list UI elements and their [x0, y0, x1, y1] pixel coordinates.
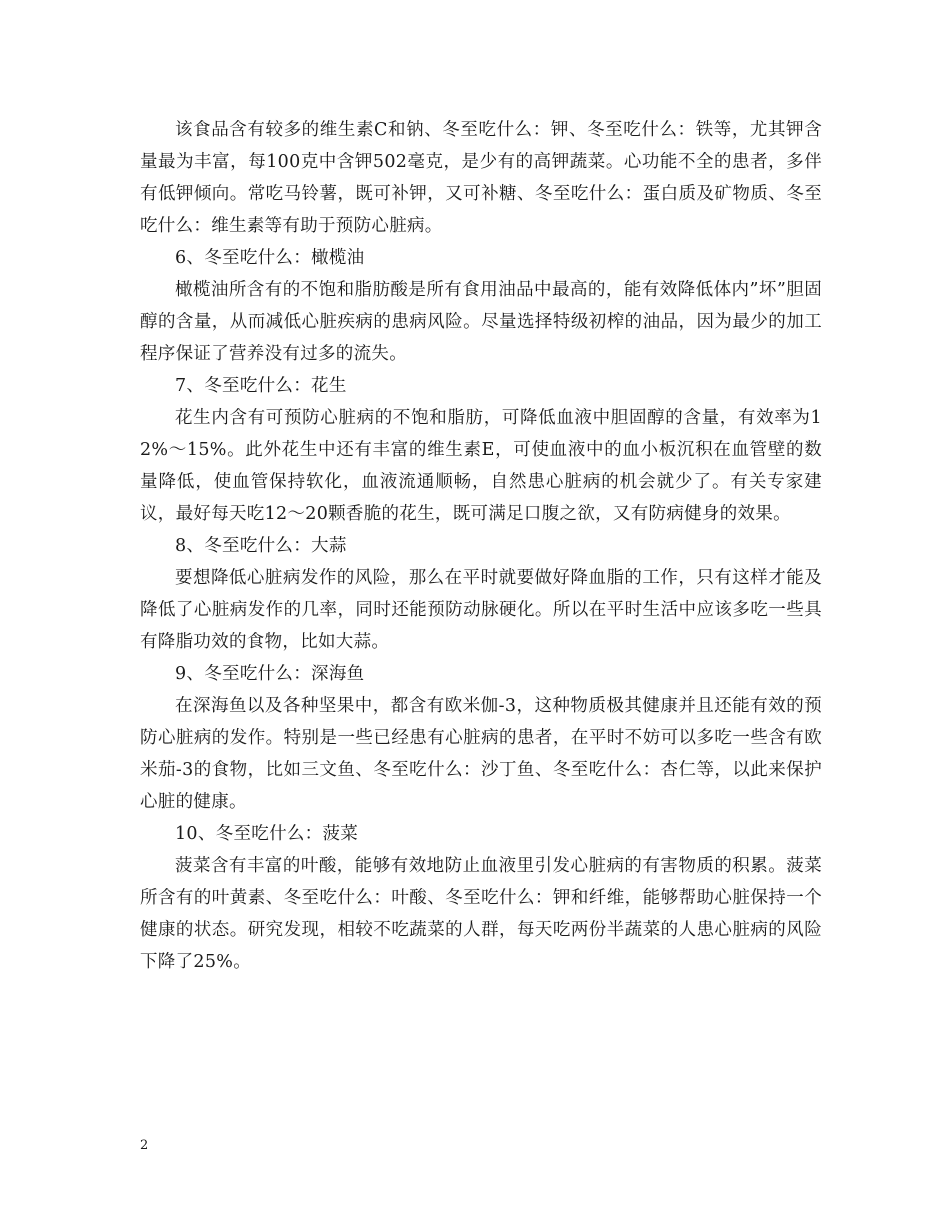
- heading-deep-sea-fish: 9、冬至吃什么：深海鱼: [175, 664, 365, 684]
- paragraph-peanut: 花生内含有可预防心脏病的不饱和脂肪，可降低血液中胆固醇的含量，有效率为12%～15%。此外花生中还有丰富的维生素E，可使血液中的血小板沉积在血管壁的数量降低，使血管保持软化，血液流通顺畅，自然患心脏病的机会就少了。有关专家建议，最好每天吃12～20颗香脆的花生，既可满足口腹之欲，又有防病健身的效果。: [140, 408, 822, 524]
- paragraph-spinach: 菠菜含有丰富的叶酸，能够有效地防止血液里引发心脏病的有害物质的积累。菠菜所含有的叶黄素、冬至吃什么：叶酸、冬至吃什么：钾和纤维，能够帮助心脏保持一个健康的状态。研究发现，相较不吃蔬菜的人群，每天吃两份半蔬菜的人患心脏病的风险下降了25%。: [140, 856, 822, 972]
- paragraph-deep-sea-fish: 在深海鱼以及各种坚果中，都含有欧米伽-3，这种物质极其健康并且还能有效的预防心脏病的发作。特别是一些已经患有心脏病的患者，在平时不妨可以多吃一些含有欧米茄-3的食物，比如三文鱼、冬至吃什么：沙丁鱼、冬至吃什么：杏仁等，以此来保护心脏的健康。: [140, 696, 822, 812]
- document-body: [140, 114, 822, 978]
- heading-olive-oil: 6、冬至吃什么：橄榄油: [175, 248, 365, 268]
- heading-peanut: 7、冬至吃什么：花生: [175, 376, 347, 396]
- heading-spinach: 10、冬至吃什么：菠菜: [175, 824, 359, 844]
- paragraph-garlic: 要想降低心脏病发作的风险，那么在平时就要做好降血脂的工作，只有这样才能及降低了心脏病发作的几率，同时还能预防动脉硬化。所以在平时生活中应该多吃一些具有降脂功效的食物，比如大蒜。: [140, 568, 822, 652]
- page-number: 2: [140, 1138, 149, 1153]
- paragraph-olive-oil: 橄榄油所含有的不饱和脂肪酸是所有食用油品中最高的，能有效降低体内”坏”胆固醇的含量，从而减低心脏疾病的患病风险。尽量选择特级初榨的油品，因为最少的加工程序保证了营养没有过多的流失。: [140, 280, 822, 364]
- paragraph-potato: 该食品含有较多的维生素C和钠、冬至吃什么：钾、冬至吃什么：铁等，尤其钾含量最为丰富，每100克中含钾502毫克，是少有的高钾蔬菜。心功能不全的患者，多伴有低钾倾向。常吃马铃薯，既可补钾，又可补糖、冬至吃什么：蛋白质及矿物质、冬至吃什么：维生素等有助于预防心脏病。: [140, 120, 822, 236]
- heading-garlic: 8、冬至吃什么：大蒜: [175, 536, 347, 556]
